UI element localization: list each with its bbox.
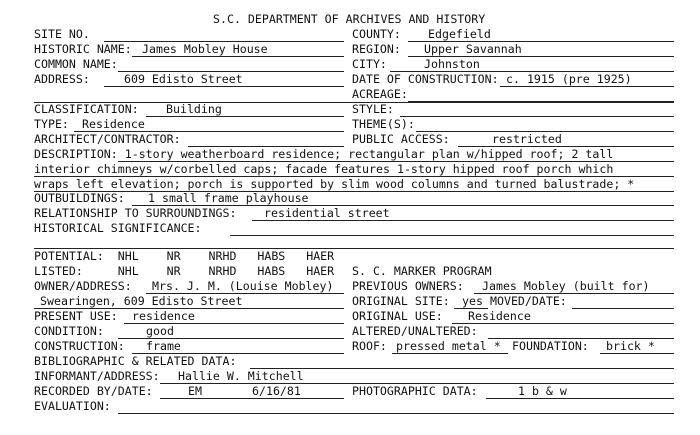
description-line-3: wraps left elevation; porch is supported by slim wood columns and turned balustrade; * xyxy=(34,177,635,191)
description-line-2: interior chimneys w/corbelled caps; facade features 1-story hipped roof porch which xyxy=(34,162,614,176)
region-label: REGION: xyxy=(352,42,401,56)
classification-label: CLASSIFICATION: xyxy=(34,102,139,116)
recorded-line xyxy=(160,398,344,399)
relationship-label: RELATIONSHIP TO SURROUNDINGS: xyxy=(34,206,237,220)
type-value: Residence xyxy=(82,117,145,131)
roof-line xyxy=(392,353,508,354)
type-label: TYPE: xyxy=(34,117,69,131)
bibliographic-line xyxy=(250,368,674,369)
owner-label: OWNER/ADDRESS: xyxy=(34,279,132,293)
informant-value: Hallie W. Mitchell xyxy=(178,369,304,383)
recorded-label: RECORDED BY/DATE: xyxy=(34,384,153,398)
city-value: Johnston xyxy=(424,57,480,71)
marker-program-label: S. C. MARKER PROGRAM xyxy=(352,264,492,278)
relationship-line xyxy=(252,220,674,221)
recorded-by-value: EM xyxy=(188,384,202,398)
form-title: S.C. DEPARTMENT OF ARCHIVES AND HISTORY xyxy=(213,12,486,26)
roof-label: ROOF: xyxy=(352,339,387,353)
evaluation-line xyxy=(118,413,674,414)
county-value: Edgefield xyxy=(428,27,491,41)
acreage-label: ACREAGE: xyxy=(352,87,408,101)
historic-name-line xyxy=(132,56,344,57)
photo-value: 1 b & w xyxy=(518,384,567,398)
original-use-line xyxy=(452,323,674,324)
evaluation-label: EVALUATION: xyxy=(34,399,111,413)
style-label: STYLE: xyxy=(352,102,394,116)
description-rule-3 xyxy=(34,191,674,192)
potential-row: POTENTIAL: NHL NR NRHD HABS HAER xyxy=(34,249,335,263)
moved-date-label: MOVED/DATE: xyxy=(490,294,567,308)
address-line xyxy=(104,86,344,87)
address-value: 609 Edisto Street xyxy=(124,72,243,86)
relationship-value: residential street xyxy=(264,206,390,220)
present-use-label: PRESENT USE: xyxy=(34,309,118,323)
previous-owners-value: James Mobley (built for) xyxy=(482,279,650,293)
public-access-label: PUBLIC ACCESS: xyxy=(352,132,450,146)
themes-label: THEME(S): xyxy=(352,117,415,131)
description-line-1: DESCRIPTION: 1-story weatherboard residence; rectangular plan w/hipped roof; 2 tall xyxy=(34,147,614,161)
address-label: ADDRESS: xyxy=(34,72,90,86)
significance-line xyxy=(230,235,674,236)
previous-owners-label: PREVIOUS OWNERS: xyxy=(352,279,464,293)
original-use-label: ORIGINAL USE: xyxy=(352,309,443,323)
county-label: COUNTY: xyxy=(352,27,401,41)
bibliographic-label: BIBLIOGRAPHIC & RELATED DATA: xyxy=(34,354,237,368)
city-label: CITY: xyxy=(352,57,387,71)
public-access-value: restricted xyxy=(492,132,562,146)
condition-label: CONDITION: xyxy=(34,324,104,338)
present-use-value: residence xyxy=(132,309,195,323)
common-name-label: COMMON NAME: xyxy=(34,57,118,71)
informant-label: INFORMANT/ADDRESS: xyxy=(34,369,160,383)
owner-value: Mrs. J. M. (Louise Mobley) xyxy=(152,279,334,293)
historic-name-value: James Mobley House xyxy=(142,42,268,56)
historic-name-label: HISTORIC NAME: xyxy=(34,42,132,56)
original-site-value: yes xyxy=(462,294,483,308)
moved-date-line xyxy=(572,308,674,309)
photo-line xyxy=(486,398,674,399)
foundation-line xyxy=(600,353,674,354)
original-site-label: ORIGINAL SITE: xyxy=(352,294,450,308)
classification-line xyxy=(146,116,344,117)
date-label: DATE OF CONSTRUCTION: xyxy=(352,72,499,86)
style-line xyxy=(400,116,674,117)
recorded-date-value: 6/16/81 xyxy=(252,384,301,398)
altered-label: ALTERED/UNALTERED: xyxy=(352,324,478,338)
roof-value: pressed metal * xyxy=(396,339,501,353)
owner-value-continued: Swearingen, 609 Edisto Street xyxy=(40,294,243,308)
region-value: Upper Savannah xyxy=(424,42,522,56)
foundation-label: FOUNDATION: xyxy=(512,339,589,353)
outbuildings-value: 1 small frame playhouse xyxy=(148,191,309,205)
listed-row: LISTED: NHL NR NRHD HABS HAER xyxy=(34,264,335,278)
date-line xyxy=(500,86,674,87)
significance-label: HISTORICAL SIGNIFICANCE: xyxy=(34,221,202,235)
condition-value: good xyxy=(146,324,174,338)
construction-value: frame xyxy=(146,339,181,353)
site-no-label: SITE NO. xyxy=(34,27,90,41)
original-use-value: Residence xyxy=(468,309,531,323)
architect-label: ARCHITECT/CONTRACTOR: xyxy=(34,132,181,146)
date-value: c. 1915 (pre 1925) xyxy=(506,72,632,86)
foundation-value: brick * xyxy=(606,339,655,353)
construction-label: CONSTRUCTION: xyxy=(34,339,125,353)
outbuildings-label: OUTBUILDINGS: xyxy=(34,191,125,205)
classification-value: Building xyxy=(166,102,222,116)
photo-label: PHOTOGRAPHIC DATA: xyxy=(352,384,478,398)
